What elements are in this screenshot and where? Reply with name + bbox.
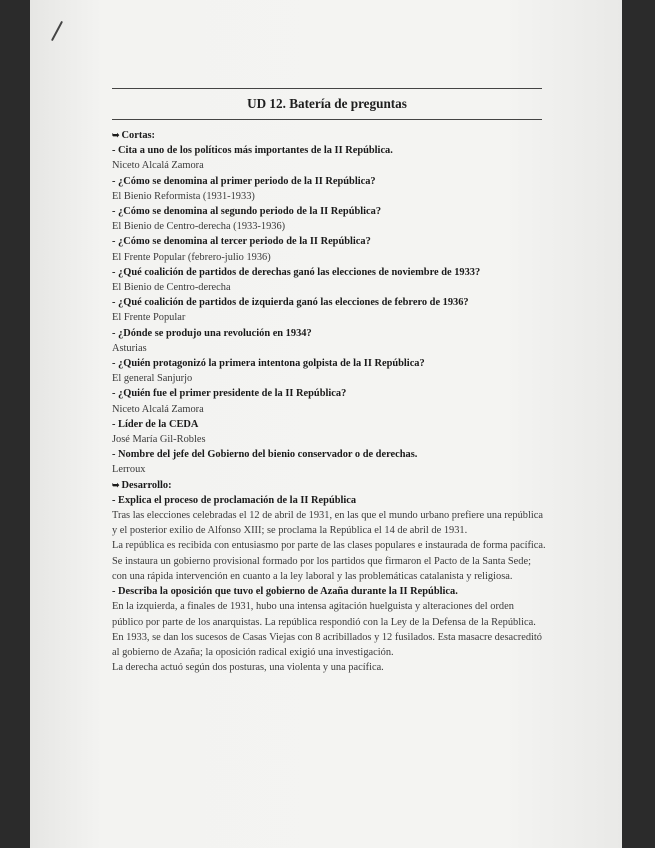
document-page xyxy=(30,0,622,848)
header-rule-bottom xyxy=(112,119,542,120)
answer: El general Sanjurjo xyxy=(112,373,193,385)
answer: El Frente Popular xyxy=(112,312,186,324)
question: - ¿Cómo se denomina al tercer periodo de la II República? xyxy=(112,236,371,248)
answer: Niceto Alcalá Zamora xyxy=(112,160,204,172)
question: - ¿Qué coalición de partidos de izquierda ganó las elecciones de febrero de 1936? xyxy=(112,297,469,309)
question: - ¿Dónde se produjo una revolución en 1934? xyxy=(112,327,312,339)
paragraph: En la izquierda, a finales de 1931, hubo una intensa agitación huelguista y alteraciones del orden público por parte de los anarquistas. La república respondió con la Ley de la Defensa de la República. xyxy=(112,601,536,628)
answer: El Frente Popular (febrero-julio 1936) xyxy=(112,251,271,263)
section-label: Cortas: xyxy=(121,130,156,141)
question: - Describa la oposición que tuvo el gobierno de Azaña durante la II República. xyxy=(112,586,458,598)
paragraph: Se instaura un gobierno provisional formado por los partidos que firmaron el Pacto de la Santa Sede; con una rápida intervención en cuanto a la ley laboral y las problemáticas catalanista y religiosa. xyxy=(112,555,531,582)
question: - ¿Quién protagonizó la primera intentona golpista de la II República? xyxy=(112,358,425,370)
arrow-icon: ➥ xyxy=(112,479,120,490)
answer: El Bienio de Centro-derecha xyxy=(112,282,231,294)
question: - Cita a uno de los políticos más importantes de la II República. xyxy=(112,145,393,157)
question: - Líder de la CEDA xyxy=(112,418,199,430)
question: - ¿Qué coalición de partidos de derechas ganó las elecciones de noviembre de 1933? xyxy=(112,266,481,278)
paragraph: Tras las elecciones celebradas el 12 de abril de 1931, en las que el mundo urbano prefiere una república y el posterior exilio de Alfonso XIII; se proclama la República el 14 de abril de 1931. xyxy=(112,510,543,537)
pen-mark xyxy=(51,21,63,41)
section-cortas xyxy=(112,128,552,143)
section-desarrollo xyxy=(112,478,552,493)
answer: El Bienio Reformista (1931-1933) xyxy=(112,190,255,202)
answer: Lerroux xyxy=(112,464,146,476)
answer: El Bienio de Centro-derecha (1933-1936) xyxy=(112,221,286,233)
header-rule-top xyxy=(112,88,542,89)
question: - Nombre del jefe del Gobierno del bienio conservador o de derechas. xyxy=(112,449,418,461)
question: - ¿Cómo se denomina al segundo periodo de la II República? xyxy=(112,206,382,218)
question: - ¿Quién fue el primer presidente de la II República? xyxy=(112,388,347,400)
answer: Asturias xyxy=(112,342,147,354)
paragraph: La derecha actuó según dos posturas, una violenta y una pacífica. xyxy=(112,662,384,674)
section-label: Desarrollo: xyxy=(121,479,172,491)
page-title: UD 12. Batería de preguntas xyxy=(247,96,407,111)
question: - Explica el proceso de proclamación de la II República xyxy=(112,494,357,506)
question: - ¿Cómo se denomina al primer periodo de la II República? xyxy=(112,175,376,187)
document-body xyxy=(112,128,552,675)
paragraph: La república es recibida con entusiasmo por parte de las clases populares e instaurada de forma pacífica. xyxy=(112,540,546,552)
answer: José María Gil-Robles xyxy=(112,434,206,446)
arrow-icon: ➥ xyxy=(112,130,120,140)
paragraph: En 1933, se dan los sucesos de Casas Viejas con 8 acribillados y 12 fusilados. Esta masacre desacreditó al gobierno de Azaña; la oposición radical exigió una investigación. xyxy=(112,631,542,658)
answer: Niceto Alcalá Zamora xyxy=(112,403,204,415)
